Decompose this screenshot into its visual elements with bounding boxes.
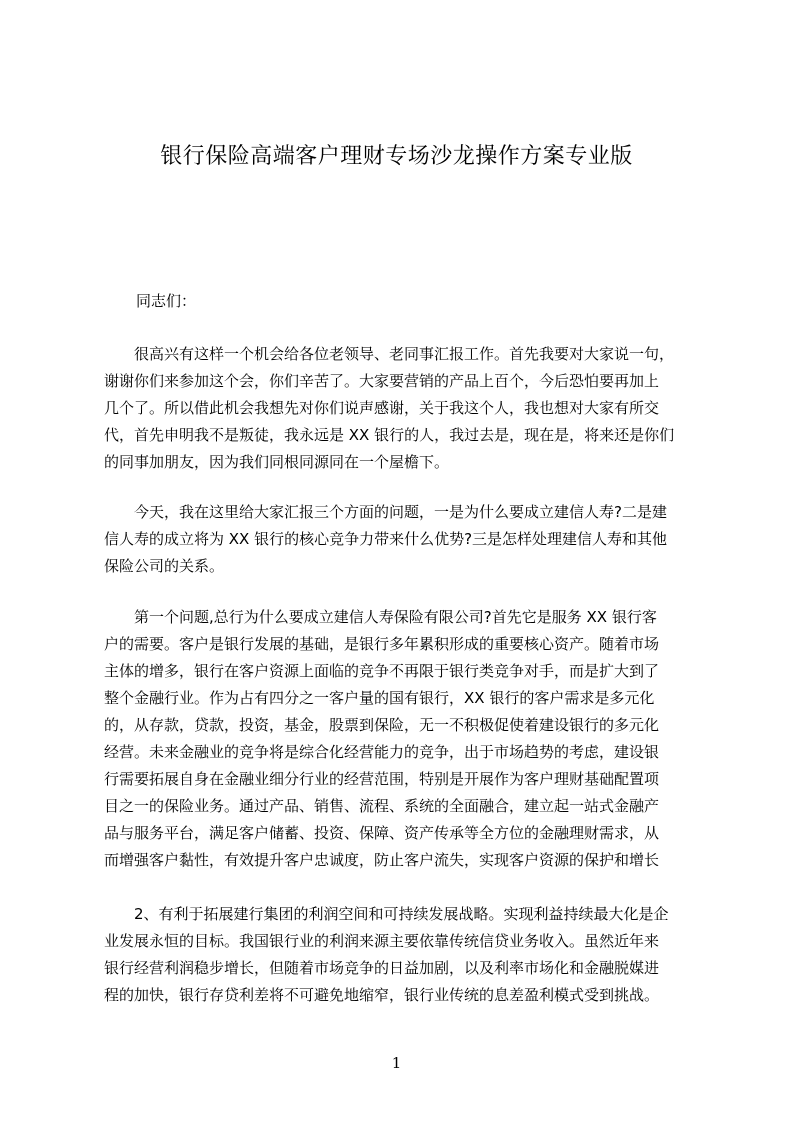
paragraph-line: 品与服务平台，满足客户储蓄、投资、保障、资产传承等全方位的金融理财需求，从 — [104, 824, 660, 842]
paragraph-line: 业发展永恒的目标。我国银行业的利润来源主要依靠传统信贷业务收入。虽然近年来 — [104, 932, 660, 950]
paragraph-line: 很高兴有这样一个机会给各位老领导、老同事汇报工作。首先我要对大家说一句， — [104, 345, 675, 363]
paragraph-line: 第一个问题,总行为什么要成立建信人寿保险有限公司?首先它是服务 XX 银行客 — [104, 608, 657, 626]
paragraph-line: 整个金融行业。作为占有四分之一客户量的国有银行，XX 银行的客户需求是多元化 — [104, 689, 655, 707]
paragraph-line: 今天，我在这里给大家汇报三个方面的问题，一是为什么要成立建信人寿?二是建 — [104, 503, 667, 521]
paragraph-line: 信人寿的成立将为 XX 银行的核心竞争力带来什么优势?三是怎样处理建信人寿和其他 — [104, 530, 668, 548]
paragraph-line: 谢谢你们来参加这个会，你们辛苦了。大家要营销的产品上百个，今后恐怕要再加上 — [104, 372, 660, 390]
paragraph-2 — [104, 499, 714, 580]
paragraph-line: 的，从存款，贷款，投资，基金，股票到保险，无一不积极促使着建设银行的多元化 — [104, 716, 660, 734]
paragraph-line: 银行经营利润稳步增长，但随着市场竞争的日益加剧，以及利率市场化和金融脱媒进 — [104, 959, 660, 977]
paragraph-line: 而增强客户黏性，有效提升客户忠诚度，防止客户流失，实现客户资源的保护和增长 — [104, 851, 660, 869]
paragraph-line: 程的加快，银行存贷利差将不可避免地缩窄，银行业传统的息差盈利模式受到挑战。 — [104, 986, 660, 1004]
paragraph-line: 主体的增多，银行在客户资源上面临的竞争不再限于银行类竞争对手，而是扩大到了 — [104, 662, 660, 680]
paragraph-line: 的同事加朋友，因为我们同根同源同在一个屋檐下。 — [104, 453, 450, 471]
paragraph-line: 经营。未来金融业的竞争将是综合化经营能力的竞争，出于市场趋势的考虑，建设银 — [104, 743, 660, 761]
paragraph-line: 代，首先申明我不是叛徒，我永远是 XX 银行的人，我过去是，现在是，将来还是你们 — [104, 426, 675, 444]
page-number: 1 — [391, 1054, 402, 1072]
paragraph-line: 行需要拓展自身在金融业细分行业的经营范围，特别是开展作为客户理财基础配置项 — [104, 770, 660, 788]
paragraph-3 — [104, 604, 714, 874]
paragraph-line: 保险公司的关系。 — [104, 557, 225, 575]
salutation: 同志们： — [136, 292, 197, 310]
paragraph-line: 户的需要。客户是银行发展的基础，是银行多年累积形成的重要核心资产。随着市场 — [104, 635, 660, 653]
paragraph-line: 目之一的保险业务。通过产品、销售、流程、系统的全面融合，建立起一站式金融产 — [104, 797, 660, 815]
paragraph-1 — [104, 341, 714, 476]
paragraph-line: 几个了。所以借此机会我想先对你们说声感谢，关于我这个人，我也想对大家有所交 — [104, 399, 660, 417]
document-title: 银行保险高端客户理财专场沙龙操作方案专业版 — [160, 144, 633, 169]
paragraph-4 — [104, 901, 714, 1009]
paragraph-line: 2、有利于拓展建行集团的利润空间和可持续发展战略。实现利益持续最大化是企 — [104, 905, 669, 923]
